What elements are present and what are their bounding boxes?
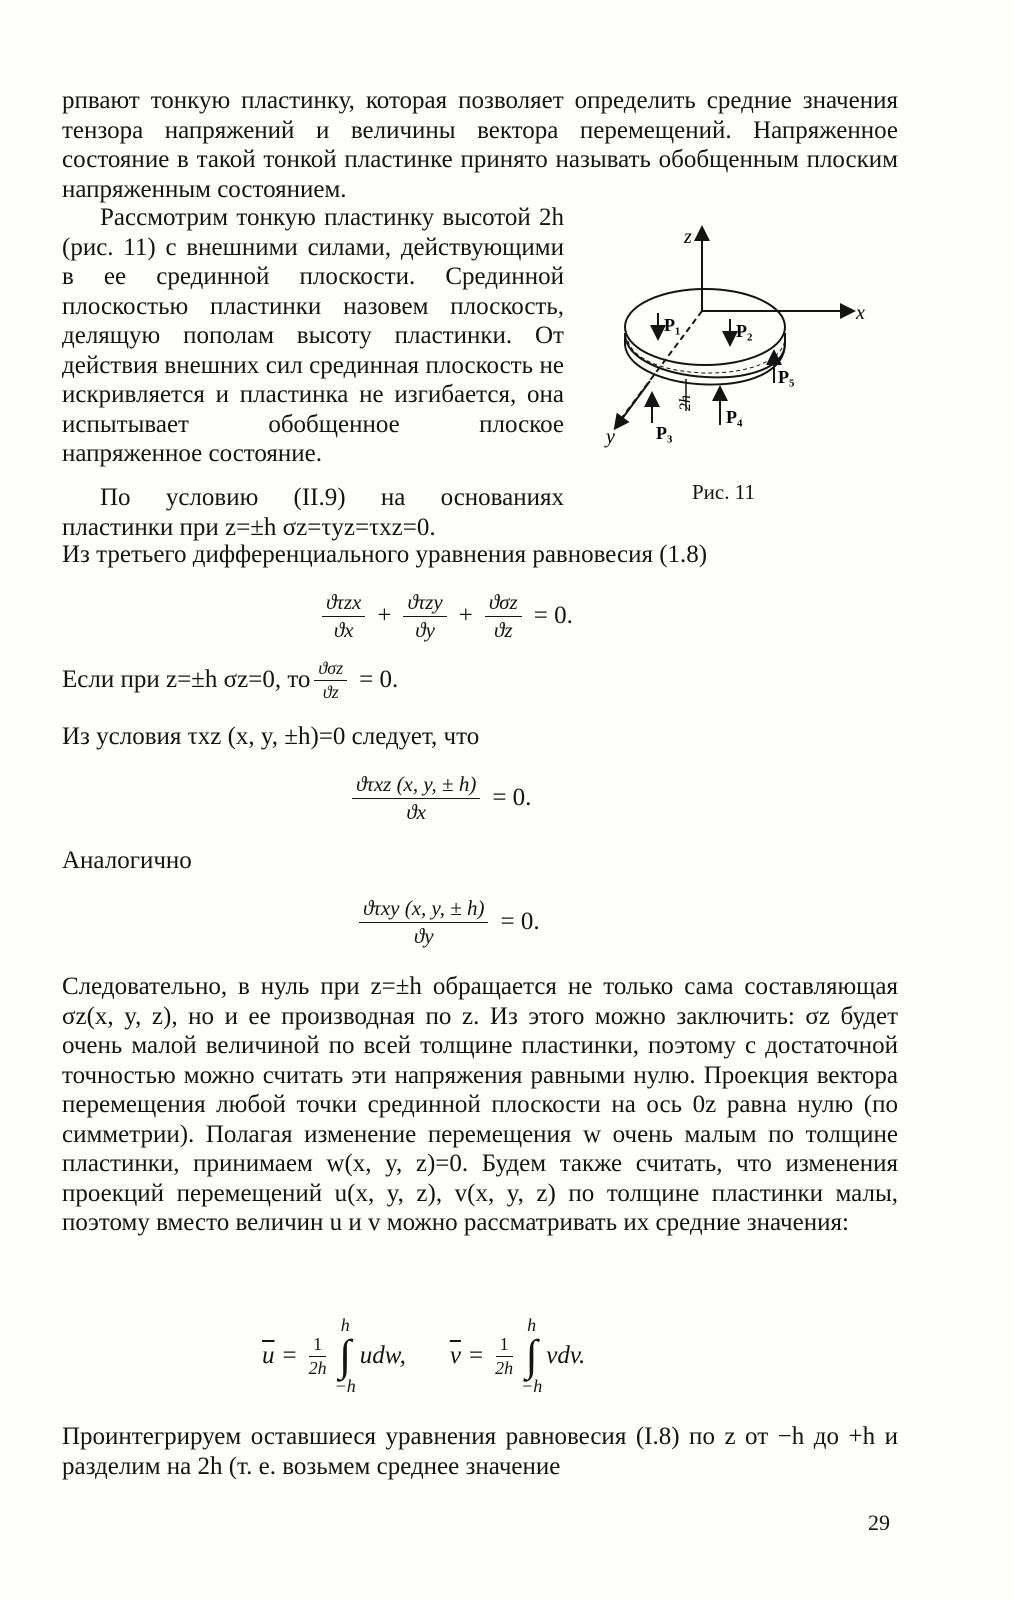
eq1-term3-num: ϑσz [485,590,522,617]
paragraph-intro: рпвают тонкую пластинку, которая позволяет определить средние значения тензора напряжений и величины вектора перемещений. Напряженное состояние в такой тонкой пластинке принято называть обобщенным плоским напряженным состоянием. [62,87,898,203]
eq5-integral-u [335,1315,356,1397]
force-label-p1: P₁ [664,315,681,335]
eq5-coef-num-v: 1 [496,1334,513,1357]
eq5-coef-den-u: 2h [308,1358,327,1378]
eq4-rhs: = 0. [500,908,540,935]
eq5-upper-v: h [527,1315,537,1335]
eq1-term1-num: ϑτzx [322,590,365,617]
eq1-term2-num: ϑτzy [403,590,446,617]
paragraph-third-equation: Из третьего дифференциального уравнения равновесия (1.8) [62,541,708,568]
force-label-p5: P₅ [778,367,795,387]
axis-label-y: y [606,426,615,448]
equation-average-displacements [262,1315,585,1397]
eq4-den: ϑy [413,924,434,948]
eq1-term1-den: ϑx [333,618,354,642]
eq5-integrand-v: vdv. [546,1342,586,1369]
eq2-num: ϑσz [314,658,347,681]
equation-equilibrium [318,590,581,642]
figure-caption: Рис. 11 [692,480,755,504]
eq3-rhs: = 0. [492,784,532,811]
eq1-term2-den: ϑy [415,618,435,642]
paragraph-condition: По условию (II.9) на основаниях пластинки при z=±h σz=τyz=τxz=0. [62,484,564,541]
force-label-p3: P₃ [656,423,673,443]
eq1-rhs: = 0. [533,602,573,629]
eq5-lower-u: −h [334,1376,356,1396]
figure-plate-diagram [590,215,890,485]
integral-sign-u: ∫ [339,1331,352,1380]
eq5-coef-den-v: 2h [495,1358,514,1378]
eq5-u-bar: $\overline{u}$ [262,1342,275,1369]
eq5-integral-v [521,1315,542,1397]
axis-label-x: x [856,302,865,324]
force-label-p4: P₄ [726,407,743,427]
equation-if-sigma [62,658,406,702]
paragraph-integrate: Проинтегрируем оставшиеся уравнения равновесия (I.8) по z от −h до +h и разделим на 2h (т. е. возьмем среднее значение [62,1423,898,1480]
eq5-upper-u: h [340,1315,350,1335]
thickness-label: 2h [677,395,694,411]
eq1-plus1: + [377,602,392,629]
eq3-den: ϑx [406,800,426,824]
eq1-term3-den: ϑz [494,618,513,642]
eq5-coef-num-u: 1 [309,1334,326,1357]
eq5-integrand-u: udw, [359,1342,406,1369]
axis-label-z: z [684,226,692,248]
force-label-p2: P₂ [736,321,753,341]
page-number: 29 [868,1510,890,1535]
eq5-lower-v: −h [521,1376,543,1396]
paragraph-consequently: Следовательно, в нуль при z=±h обращается не только сама составляющая σz(x, y, z), но и ее производная по z. Из этого можно заключить: σz будет очень малой величиной по всей толщине пластинки, поэтому с достаточной точностью можно считать эти напряжения равными нулю. Проекция вектора перемещения любой точки срединной плоскости на ось 0z равна нулю (по симметрии). Полагая изменение перемещения w очень малым по толщине пластинки, принимаем w(x, y, z)=0. Будем также считать, что изменения проекций перемещений u(x, y, z), v(x, y, z) по толщине пластинки малы, поэтому вместо величин u и v можно рассматривать их средние значения: [62,973,898,1236]
paragraph-consider: Рассмотрим тонкую пластинку высотой 2h (рис. 11) с внешними силами, действующими в ее срединной плоскости. Срединной плоскостью пластинки назовем плоскость, делящую пополам высоту пластинки. От действия внешних сил срединная плоскость не искривляется и пластинка не изгибается, она испытывает обобщенное плоское напряженное состояние. [62,204,564,467]
eq5-equals-v: = [468,1342,484,1369]
eq5-v-bar: $\overline{v}$ [449,1342,461,1369]
y-axis-out [616,381,650,427]
eq5-equals-u: = [282,1342,297,1369]
equation-tau-xy [355,896,548,948]
equation-tau-xz [348,772,539,824]
eq2-rhs: = 0. [359,666,399,693]
eq1-plus2: + [458,602,473,629]
plate-top-ellipse [625,289,785,365]
paragraph-if: Если при z=±h σz=0, то [62,666,311,693]
eq4-num: ϑτxy (x, y, ± h) [359,896,488,923]
eq3-num: ϑτxz (x, y, ± h) [352,772,480,799]
eq2-den: ϑz [322,682,339,702]
integral-sign-v: ∫ [525,1331,538,1380]
paragraph-from-condition: Из условия τxz (x, y, ±h)=0 следует, что [62,723,480,750]
paragraph-similarly: Аналогично [62,847,192,874]
